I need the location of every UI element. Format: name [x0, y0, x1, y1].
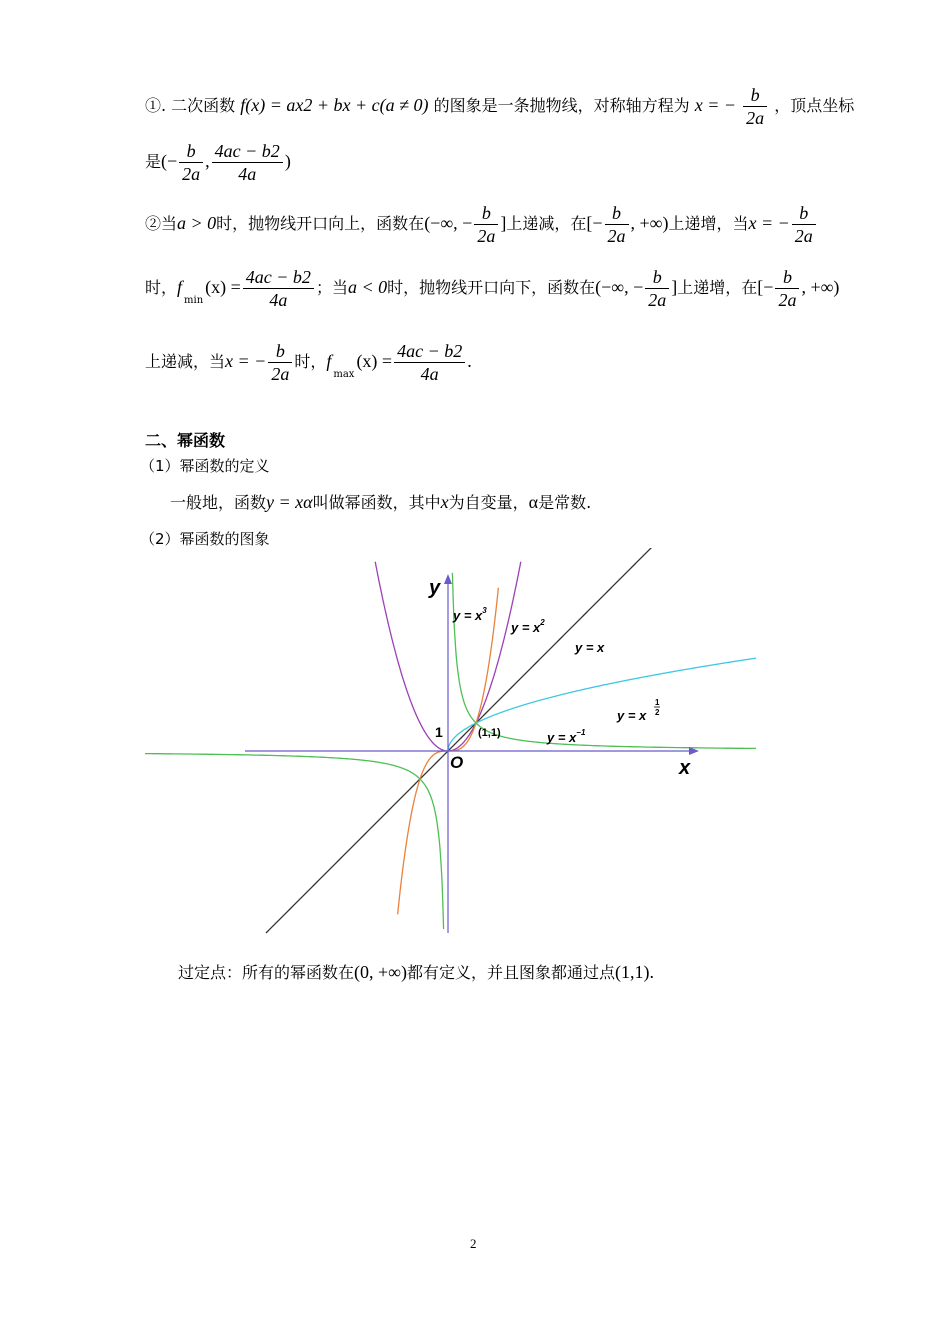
fraction: $\frac{4ac - b2}{4a}$	[212, 140, 283, 185]
subsection-graph: （2）幂函数的图象	[140, 530, 270, 548]
label-x-inverse: $y = x^{-1}$	[547, 728, 586, 745]
quad-formula: f(x) = ax2 + bx + c(a ≠ 0)	[240, 95, 429, 115]
fraction: $\frac{4ac - b2}{4a}$	[243, 266, 314, 311]
fraction: $\frac{4ac - b2}{4a}$	[394, 340, 465, 385]
text: ，顶点坐标	[774, 96, 855, 115]
fraction: $\frac{b}{2a}$	[775, 266, 799, 311]
label-x-sqrt-exp: 1	[655, 698, 660, 707]
quad-line-4: 时，$f_{min}(x)$ = $\frac{4ac - b2}{4a}$ ；当a < 0时，抛物线开口向下，函数在(−∞, − $\frac{b}{2a}$ ]上递增，在[− $\frac{b}{2a}$ , +∞)	[145, 267, 840, 310]
definition-text: 一般地，函数y = xα叫做幂函数，其中x为自变量，α是常数.	[170, 492, 592, 512]
quad-line-2: 是(− $\frac{b}{2a}$ , $\frac{4ac - b2}{4a}$ )	[145, 141, 291, 184]
fraction: $\frac{b}{2a}$	[792, 202, 816, 247]
quad-line-5: 上递减，当x = − $\frac{b}{2a}$ 时，$f_{max}(x)$ = $\frac{4ac - b2}{4a}$ .	[145, 341, 472, 384]
tick-1-label: 1	[435, 724, 443, 740]
fraction: $\frac{b}{2a}$	[645, 266, 669, 311]
curves	[145, 548, 756, 933]
quad-line-1	[145, 84, 854, 129]
label-x-linear: y = x	[575, 640, 605, 655]
text: 是	[145, 152, 162, 171]
fraction: $\frac{b}{2a}$	[605, 202, 629, 247]
fraction: $\frac{b}{2a}$	[474, 202, 498, 247]
y-axis-label: y	[429, 577, 441, 599]
origin-label: O	[450, 753, 464, 772]
label-x-squared: $y = x^2$	[511, 618, 545, 635]
label-x-sqrt: y = x	[617, 708, 647, 723]
label-x-cubed: $y = x^3$	[453, 606, 487, 623]
curve-y-x	[266, 548, 655, 933]
power-function-graph	[145, 548, 760, 938]
quad-line-3: ②当a > 0时，抛物线开口向上，函数在(−∞, − $\frac{b}{2a}$ ]上递减，在[− $\frac{b}{2a}$ , +∞)上递增，当x = − $\frac{b}{2a}$	[145, 202, 818, 247]
subsection-definition: （1）幂函数的定义	[140, 457, 270, 475]
fraction: $\frac{b}{2a}$	[268, 340, 292, 385]
page-number: 2	[470, 1236, 477, 1251]
axis-eq: x = −	[694, 95, 737, 115]
text: 的图象是一条抛物线，对称轴方程为	[433, 96, 690, 115]
text: ①. 二次函数	[145, 96, 236, 115]
label-x-sqrt-den: 2	[655, 708, 660, 717]
y-axis-arrow	[444, 574, 452, 584]
fraction: $\frac{b}{2a}$	[179, 140, 203, 185]
fraction: $\frac{b}{2a}$	[743, 84, 767, 129]
point-label: (1,1)	[478, 727, 501, 739]
section-heading: 二、幂函数	[145, 431, 226, 450]
fixed-point-text: 过定点：所有的幂函数在(0, +∞)都有定义，并且图象都通过点(1,1).	[178, 962, 655, 982]
x-axis-label: x	[679, 757, 691, 779]
